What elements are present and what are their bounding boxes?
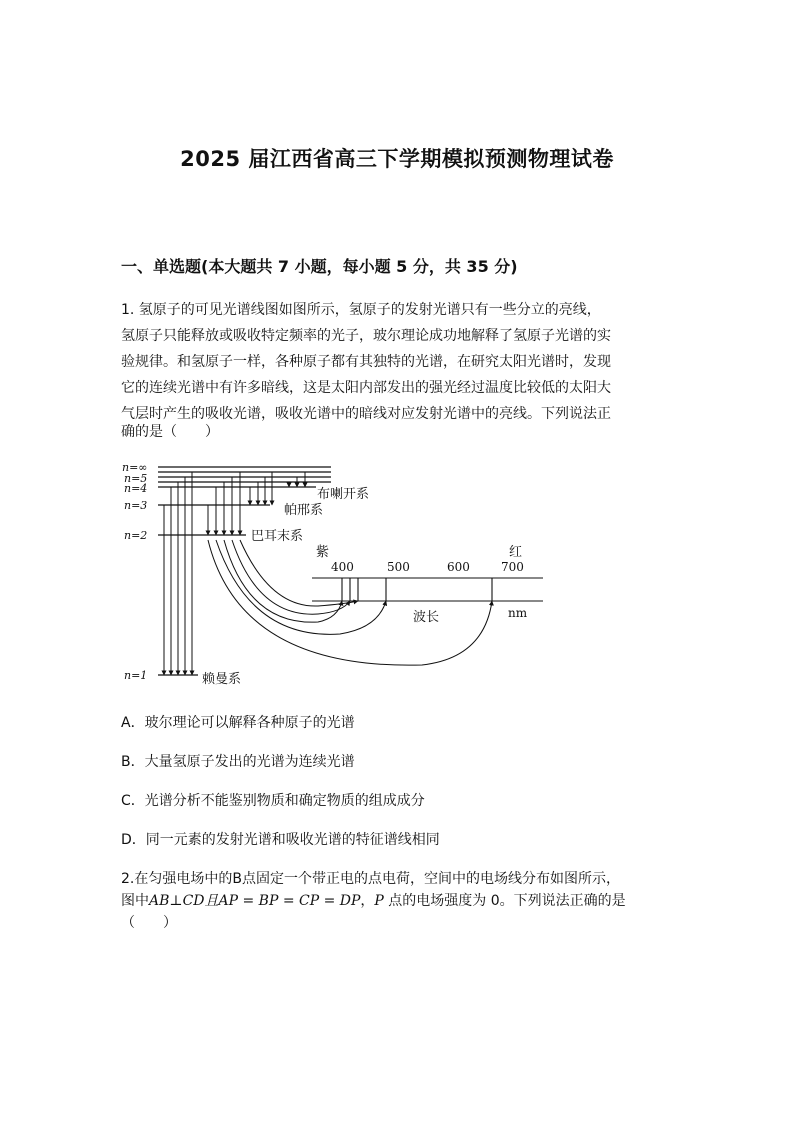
balmer-to-spectrum-arrow xyxy=(216,540,386,634)
q2-line: （ ） xyxy=(121,915,177,931)
q2-text: 点的电场强度为 0。下列说法正确的是 xyxy=(383,893,626,909)
q1-line: 验规律。和氢原子一样，各种原子都有其独特的光谱，在研究太阳光谱时，发现 xyxy=(121,354,611,370)
page-title: 2025 届江西省高三下学期模拟预测物理试卷 xyxy=(180,147,614,171)
q1-line: 氢原子只能释放或吸收特定频率的光子，玻尔理论成功地解释了氢原子光谱的实 xyxy=(121,328,611,344)
level-label: n=∞ xyxy=(122,461,148,474)
option-b[interactable]: B．大量氢原子发出的光谱为连续光谱 xyxy=(121,754,355,770)
option-d[interactable]: D．同一元素的发射光谱和吸收光谱的特征谱线相同 xyxy=(121,832,440,848)
unit-label: nm xyxy=(508,606,528,620)
level-label: n=1 xyxy=(124,669,148,682)
option-c[interactable]: C．光谱分析不能鉴别物质和确定物质的组成成分 xyxy=(121,793,425,809)
option-a[interactable]: A．玻尔理论可以解释各种原子的光谱 xyxy=(121,715,355,731)
series-label: 布喇开系 xyxy=(317,487,370,502)
q2-line: 2.在匀强电场中的B点固定一个带正电的点电荷，空间中的电场线分布如图所示， xyxy=(121,871,620,887)
q2-point-p: P xyxy=(374,893,384,909)
tick-label: 700 xyxy=(501,560,524,574)
section-heading: 一、单选题(本大题共 7 小题，每小题 5 分，共 35 分) xyxy=(121,257,518,276)
q2-text: ， xyxy=(360,893,375,909)
tick-label: 400 xyxy=(331,560,354,574)
level-label: n=5 xyxy=(124,472,148,485)
q2-math: AB⊥CD且AP = BP = CP = DP xyxy=(149,893,361,909)
series-label: 赖曼系 xyxy=(202,672,242,687)
q1-line: 它的连续光谱中有许多暗线，这是太阳内部发出的强光经过温度比较低的太阳大 xyxy=(121,380,611,396)
q1-line: 确的是（ ） xyxy=(121,424,219,440)
violet-label: 紫 xyxy=(316,545,330,560)
q1-line: 气层时产生的吸收光谱，吸收光谱中的暗线对应发射光谱中的亮线。下列说法正 xyxy=(121,406,611,422)
series-label: 帕邢系 xyxy=(284,503,324,518)
tick-label: 500 xyxy=(387,560,410,574)
level-label: n=4 xyxy=(124,482,148,495)
red-label: 红 xyxy=(509,545,523,560)
series-label: 巴耳末系 xyxy=(251,529,304,544)
balmer-to-spectrum-arrow xyxy=(232,540,350,614)
q1-line: 1. 氢原子的可见光谱线图如图所示，氢原子的发射光谱只有一些分立的亮线， xyxy=(121,302,601,318)
wavelength-label: 波长 xyxy=(413,610,440,625)
q2-text: 图中 xyxy=(121,893,149,909)
level-label: n=2 xyxy=(124,529,148,542)
tick-label: 600 xyxy=(447,560,470,574)
level-label: n=3 xyxy=(124,499,148,512)
